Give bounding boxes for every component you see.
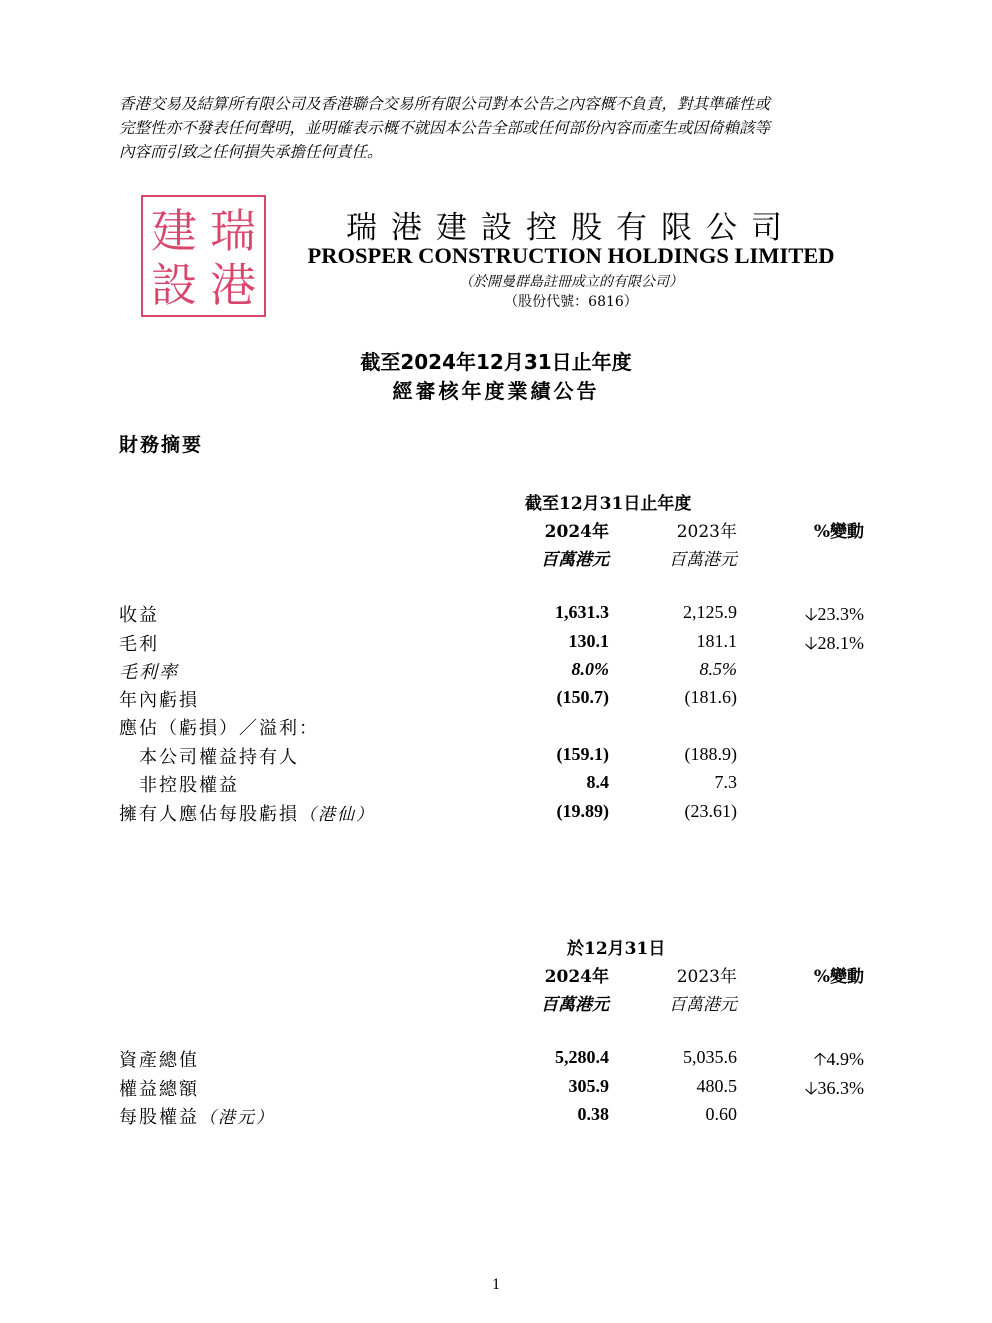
table2-period-header: 於12月31日 xyxy=(567,939,666,959)
gross-profit-2023: 181.1 xyxy=(696,631,737,651)
row-label-loss-for-year: 年內虧損 xyxy=(119,690,199,711)
non-controlling-2024: 8.4 xyxy=(586,772,609,792)
loss-per-share-2023: (23.61) xyxy=(684,801,737,821)
disclaimer xyxy=(119,92,879,164)
equity-per-share-unit: （港元） xyxy=(199,1108,275,1128)
disclaimer-line: 內容而引致之任何損失承擔任何責任。 xyxy=(119,143,383,161)
gross-profit-change: 🡣28.1% xyxy=(804,633,864,653)
row-label-gross-profit: 毛利 xyxy=(119,634,159,655)
revenue-change: 🡣23.3% xyxy=(804,604,864,624)
company-logo-seal xyxy=(141,195,266,317)
loss-per-share-2024: (19.89) xyxy=(556,801,609,821)
gross-profit-2024: 130.1 xyxy=(568,631,609,651)
total-equity-2024: 305.9 xyxy=(568,1076,609,1096)
equity-holders-2024: (159.1) xyxy=(556,744,609,764)
non-controlling-2023: 7.3 xyxy=(714,772,737,792)
loss-per-share-unit: （港仙） xyxy=(299,805,375,825)
announcement-title-line1: 截至2024年12月31日止年度 xyxy=(360,350,632,374)
row-label-gross-margin: 毛利率 xyxy=(119,662,179,683)
logo-char: 設 xyxy=(151,258,197,312)
total-assets-change: 🡡4.9% xyxy=(813,1049,864,1069)
total-equity-change: 🡣36.3% xyxy=(804,1078,864,1098)
equity-holders-2023: (188.9) xyxy=(684,744,737,764)
gross-margin-2024: 8.0% xyxy=(571,659,609,679)
revenue-2024: 1,631.3 xyxy=(555,602,609,622)
row-label-equity-per-share xyxy=(119,1103,275,1129)
row-label-equity-holders: 本公司權益持有人 xyxy=(139,747,299,768)
total-assets-2023: 5,035.6 xyxy=(683,1047,737,1067)
table2-col-2023: 2023年 xyxy=(676,967,737,987)
table2-unit-2023: 百萬港元 xyxy=(669,995,737,1015)
row-label-revenue: 收益 xyxy=(119,605,159,626)
table1-period-header: 截至12月31日止年度 xyxy=(525,494,692,514)
row-label-attributable: 應佔（虧損）／溢利： xyxy=(119,718,319,739)
row-label-total-equity: 權益總額 xyxy=(119,1079,199,1100)
loss-for-year-2023: (181.6) xyxy=(684,687,737,707)
logo-char: 港 xyxy=(210,258,256,312)
table1-unit-2024: 百萬港元 xyxy=(541,550,609,570)
table2-unit-2024: 百萬港元 xyxy=(541,995,609,1015)
disclaimer-line: 香港交易及結算所有限公司及香港聯合交易所有限公司對本公告之內容概不負責，對其準確性或 xyxy=(119,95,771,113)
total-equity-2023: 480.5 xyxy=(696,1076,737,1096)
logo-char: 瑞 xyxy=(210,204,256,258)
table2-col-change: %變動 xyxy=(813,967,864,987)
row-label-total-assets: 資產總值 xyxy=(119,1050,199,1071)
company-name-en: PROSPER CONSTRUCTION HOLDINGS LIMITED xyxy=(307,243,835,268)
total-assets-2024: 5,280.4 xyxy=(555,1047,609,1067)
revenue-2023: 2,125.9 xyxy=(683,602,737,622)
company-name-cn: 瑞港建設控股有限公司 xyxy=(346,210,796,246)
table1-unit-2023: 百萬港元 xyxy=(669,550,737,570)
table1-col-2023: 2023年 xyxy=(676,522,737,542)
table1-col-2024: 2024年 xyxy=(544,522,609,542)
equity-per-share-2023: 0.60 xyxy=(705,1104,737,1124)
section-title: 財務摘要 xyxy=(119,434,204,456)
stock-code: （股份代號：6816） xyxy=(504,294,638,310)
incorporation-note: （於開曼群島註冊成立的有限公司） xyxy=(459,274,683,290)
table2-col-2024: 2024年 xyxy=(544,967,609,987)
logo-char: 建 xyxy=(151,204,197,258)
disclaimer-line: 完整性亦不發表任何聲明，並明確表示概不就因本公告全部或任何部份內容而產生或因倚賴該等 xyxy=(119,119,771,137)
announcement-title-line2: 經審核年度業績公告 xyxy=(392,379,600,403)
loss-per-share-label: 擁有人應佔每股虧損 xyxy=(119,804,299,825)
equity-per-share-label: 每股權益 xyxy=(119,1107,199,1128)
page-number: 1 xyxy=(492,1276,500,1293)
gross-margin-2023: 8.5% xyxy=(699,659,737,679)
equity-per-share-2024: 0.38 xyxy=(577,1104,609,1124)
table1-col-change: %變動 xyxy=(813,522,864,542)
row-label-non-controlling: 非控股權益 xyxy=(139,775,239,796)
row-label-loss-per-share xyxy=(119,800,375,826)
loss-for-year-2024: (150.7) xyxy=(556,687,609,707)
